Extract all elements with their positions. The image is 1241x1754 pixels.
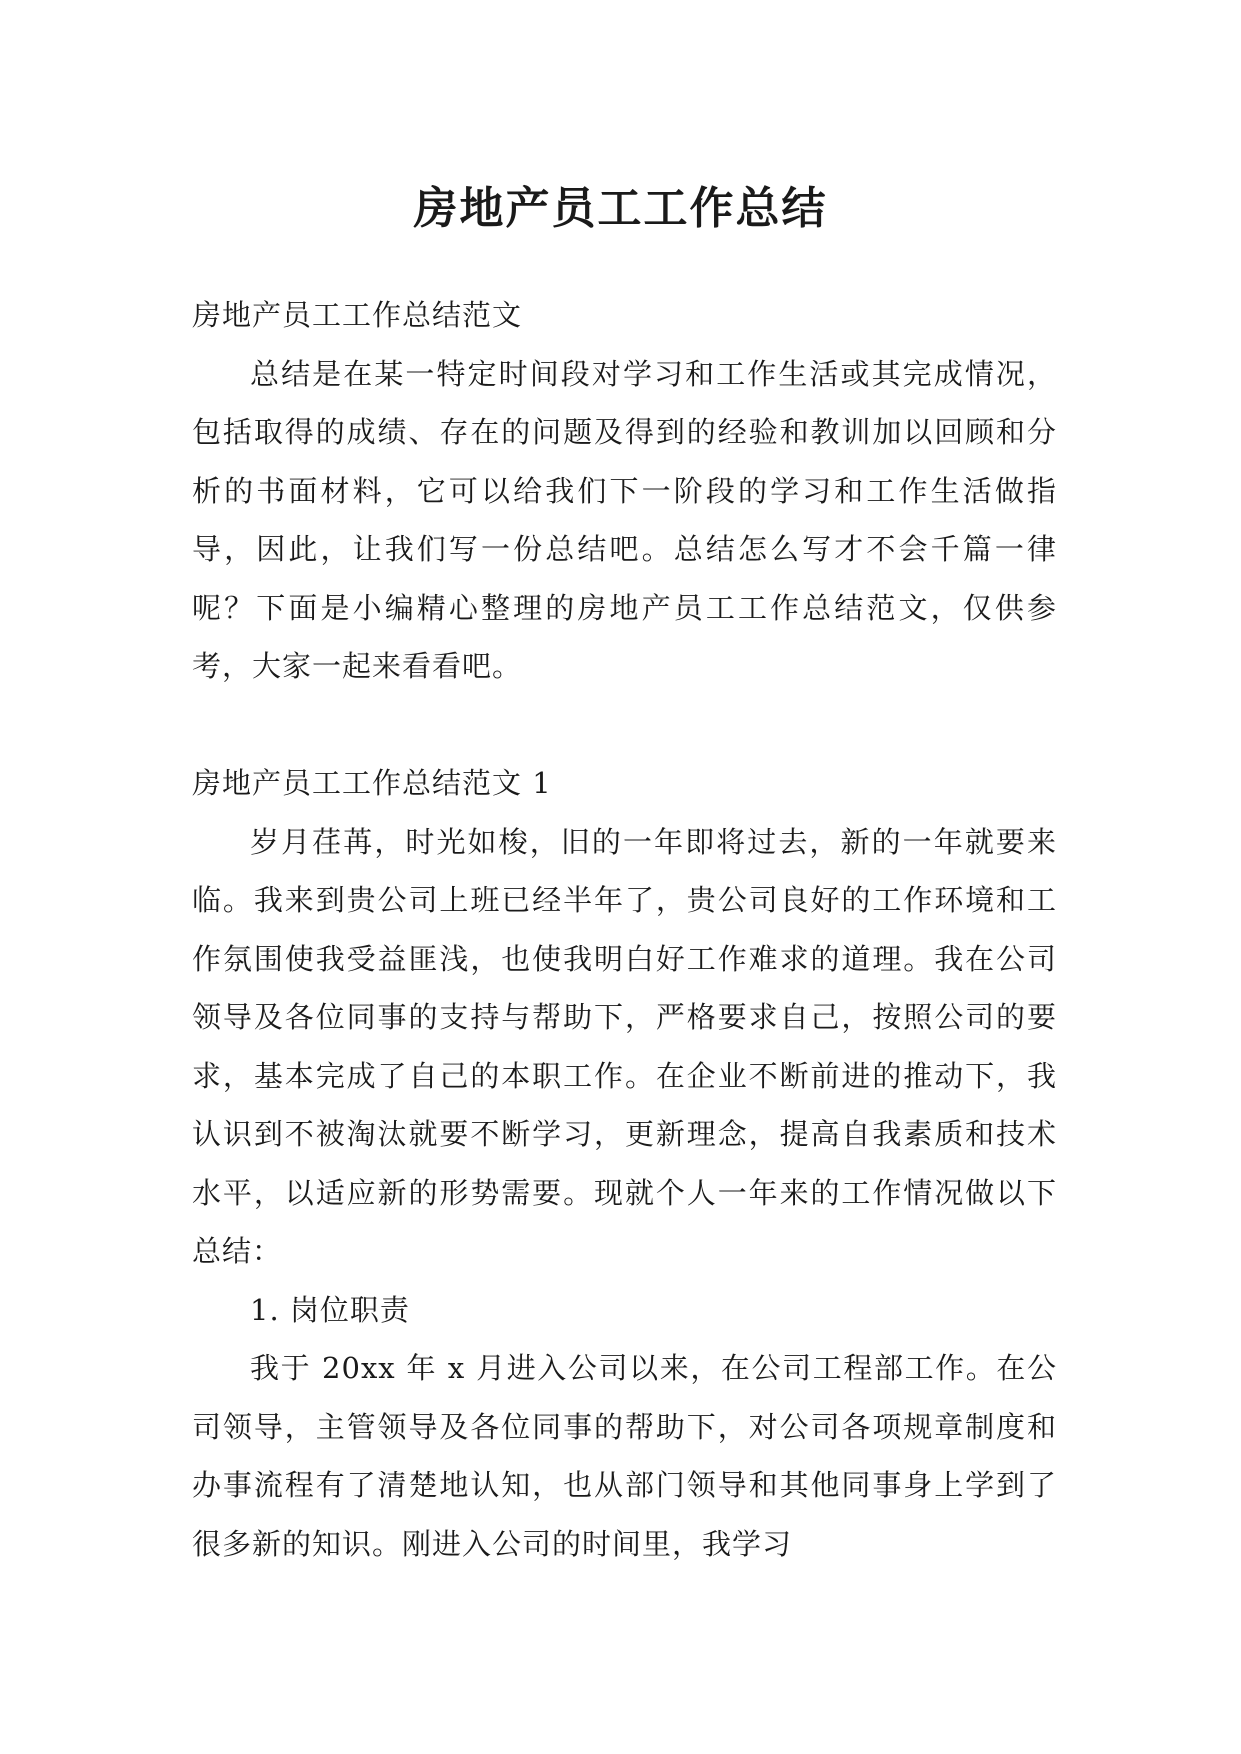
section-1-paragraph: 岁月荏苒，时光如梭，旧的一年即将过去，新的一年就要来临。我来到贵公司上班已经半年了，贵公司良好的工作环境和工作氛围使我受益匪浅，也使我明白好工作难求的道理。我在公司领导及各位同事的支持与帮助下，严格要求自己，按照公司的要求，基本完成了自己的本职工作。在企业不断前进的推动下，我认识到不被淘汰就要不断学习，更新理念，提高自我素质和技术水平，以适应新的形势需要。现就个人一年来的工作情况做以下总结：: [192, 824, 1057, 1268]
subsection-1-heading: 1. 岗位职责: [250, 1292, 410, 1327]
paragraph-spacer: [192, 696, 1057, 755]
document-title: 房地产员工工作总结: [413, 183, 828, 235]
document-body: [192, 286, 1057, 1573]
intro-heading: 房地产员工工作总结范文: [192, 298, 523, 332]
intro-paragraph: 总结是在某一特定时间段对学习和工作生活或其完成情况，包括取得的成绩、存在的问题及得到的经验和教训加以回顾和分析的书面材料，它可以给我们下一阶段的学习和工作生活做指导，因此，让我们写一份总结吧。总结怎么写才不会千篇一律呢？下面是小编精心整理的房地产员工工作总结范文，仅供参考，大家一起来看看吧。: [192, 356, 1057, 683]
subsection-1-paragraph: 我于 20xx 年 x 月进入公司以来，在公司工程部工作。在公司领导，主管领导及各位同事的帮助下，对公司各项规章制度和办事流程有了清楚地认知，也从部门领导和其他同事身上学到了很多新的知识。刚进入公司的时间里，我学习: [192, 1351, 1057, 1561]
section-1-heading: 房地产员工工作总结范文 1: [192, 766, 552, 800]
